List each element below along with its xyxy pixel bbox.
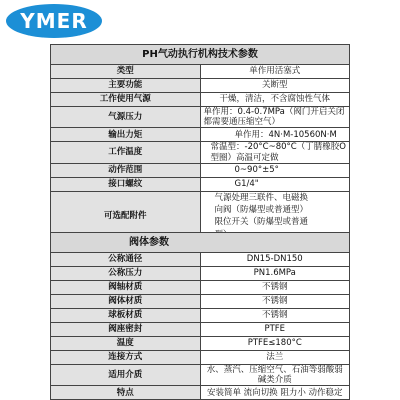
row-value: 不锈钢: [200, 295, 350, 309]
table-row: [51, 351, 350, 365]
row-label: 类型: [51, 65, 201, 79]
actuator-spec-title: PH气动执行机构技术参数: [51, 45, 350, 65]
table-row: [51, 142, 350, 163]
table-row: [51, 309, 350, 323]
table-row: [51, 163, 350, 177]
row-value: 法兰: [200, 351, 350, 365]
table-row: [51, 93, 350, 107]
row-value: 关断型: [200, 79, 350, 93]
row-value: 常温型：-20°C~80°C（丁腈橡胶O型圈）高温可定做: [200, 142, 350, 163]
row-value: G1/4": [200, 177, 350, 191]
row-value: 干燥，清洁，不含腐蚀性气体: [200, 93, 350, 107]
table-row: [51, 267, 350, 281]
row-label: 公称压力: [51, 267, 201, 281]
table-row: [51, 128, 350, 142]
row-value: DN15-DN150: [200, 253, 350, 267]
row-value: PTFE≤180°C: [200, 337, 350, 351]
table-row: [51, 107, 350, 128]
row-label: 输出力矩: [51, 128, 201, 142]
brand-logo: YMER: [6, 4, 102, 38]
row-value: 水、蒸汽、压缩空气、石油等弱酸弱碱类介质: [200, 365, 350, 386]
row-label: 气源压力: [51, 107, 201, 128]
row-label: 动作范围: [51, 163, 201, 177]
row-value: 不锈钢: [200, 281, 350, 295]
valve-body-spec-title: 阀体参数: [51, 233, 350, 253]
row-label: 主要功能: [51, 79, 201, 93]
table-row: [51, 281, 350, 295]
row-label: 特点: [51, 386, 201, 400]
table-row: [51, 177, 350, 191]
row-label: 公称通径: [51, 253, 201, 267]
row-value: 单作用活塞式: [200, 65, 350, 79]
row-value: 单作用：4N·M-10560N·M: [200, 128, 350, 142]
table-row: [51, 337, 350, 351]
actuator-spec-table: [50, 44, 350, 256]
row-value: 安装简单 流向切换 阻力小 动作稳定: [200, 386, 350, 400]
row-label: 工作温度: [51, 142, 201, 163]
row-label: 适用介质: [51, 365, 201, 386]
row-label: 接口螺纹: [51, 177, 201, 191]
table-row: [51, 323, 350, 337]
table-row: [51, 253, 350, 267]
valve-body-spec-table: [50, 232, 350, 400]
row-label: 阀体材质: [51, 295, 201, 309]
table-row: [51, 386, 350, 400]
row-value: PN1.6MPa: [200, 267, 350, 281]
row-value: 不锈钢: [200, 309, 350, 323]
table-row: [51, 295, 350, 309]
row-label: 阀轴材质: [51, 281, 201, 295]
row-label: 温度: [51, 337, 201, 351]
table-row: [51, 365, 350, 386]
row-label: 工作使用气源: [51, 93, 201, 107]
row-label: 可选配附件: [51, 191, 201, 241]
row-value: 气源处理三联件、电磁换向阀（防爆型或普通型）限位开关（防爆型或普通: [200, 191, 350, 241]
row-label: 阀座密封: [51, 323, 201, 337]
row-label: 球板材质: [51, 309, 201, 323]
row-label: 连接方式: [51, 351, 201, 365]
table-row: [51, 79, 350, 93]
table-row: [51, 65, 350, 79]
row-value: 0~90°±5°: [200, 163, 350, 177]
row-value: PTFE: [200, 323, 350, 337]
row-value: 单作用：0.4-0.7MPa（阀门开启关闭都需要通压缩空气）: [200, 107, 350, 128]
